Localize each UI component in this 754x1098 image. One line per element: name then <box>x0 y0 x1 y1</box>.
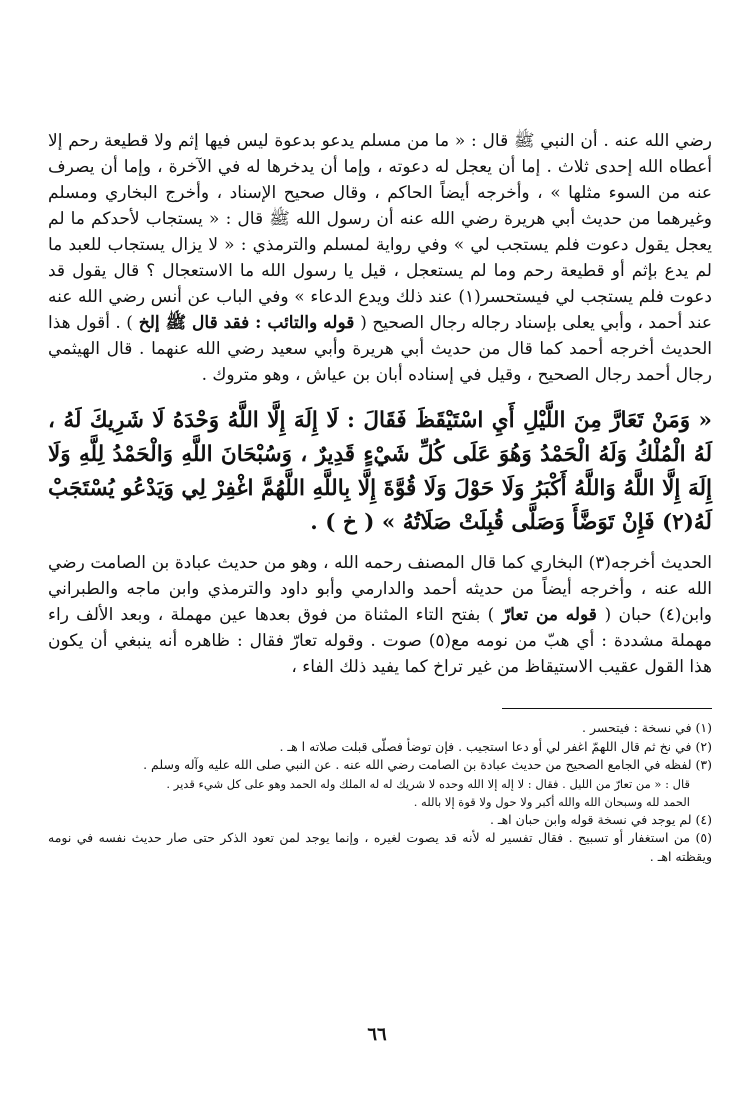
page-number: ٦٦ <box>367 1024 387 1045</box>
footnote-4: (٤) لم يوجد في نسخة قوله وابن حبان اهـ . <box>489 811 712 827</box>
paragraph-2-bold-heading: قوله من تعارّ <box>494 605 605 625</box>
footnote-divider <box>502 708 712 709</box>
paragraph-1-text-cont: ) . أقول هذا الحديث أخرجه أحمد كما قال من حديث أبي هريرة وأبي سعيد رضي الله عنهما . قال الهيثمي رجال أحمد رجال الصحيح ، وقيل في إسناده أبان بن عياش ، وهو متروك . <box>48 313 712 385</box>
hadith-text: « وَمَنْ تَعَارَّ مِنَ اللَّيْلِ أَيِ اسْتَيْقَظَ فَقَالَ : لَا إِلَهَ إِلَّا اللَّهُ وَحْدَهُ لَا شَرِيكَ لَهُ ، لَهُ الْمُلْكُ وَلَهُ الْحَمْدُ وَهُوَ عَلَى كُلِّ شَيْءٍ قَدِيرٌ ، وَسُبْحَانَ اللَّهِ وَالْحَمْدُ لِلَّهِ وَلَا إِلَهَ إِلَّا اللَّهُ وَاللَّهُ أَكْبَرُ وَلَا حَوْلَ وَلَا قُوَّةَ إِلَّا بِاللَّهِ اللَّهُمَّ اغْفِرْ لِي وَيَدْعُو يُسْتَجَبْ لَهُ(٢) فَإِنْ تَوَضَّأَ وَصَلَّى قُبِلَتْ صَلَاتُهُ » ( خ ) . <box>48 408 712 535</box>
footnote-3-continuation-2: الحمد لله وسبحان الله والله أكبر ولا حول ولا قوة إلا بالله . <box>413 794 690 809</box>
footnotes <box>48 719 712 866</box>
footnote-2: (٢) في نخ ثم قال اللهمّ اغفر لي أو دعا استجيب . فإن توضأ فصلّى قبلت صلاته ا هـ . <box>279 738 712 754</box>
footnote-3: (٣) لفظه في الجامع الصحيح من حديث عبادة بن الصامت رضي الله عنه . عن النبي صلى الله عليه وآله وسلم . <box>143 757 712 772</box>
main-paragraph-1 <box>48 128 712 388</box>
main-paragraph-2 <box>48 550 712 680</box>
paragraph-1-bold-heading: قوله والتائب : فقد قال ﷺ إلخ <box>132 313 361 333</box>
footnote-1: (١) في نسخة : فيتحسر . <box>582 720 712 735</box>
footnote-5: (٥) من استغفار أو تسبيح . فقال تفسير له لأنه قد يصوت لغيره ، وإنما يوجد لمن تعود الذكر حتى صار حديث نفسه في نومه ويقظته اهـ . <box>48 830 712 864</box>
paragraph-2-text-cont: ) بفتح التاء المثناة من فوق بعدها عين مهملة ، وبعد الألف راء مهملة مشددة : أي هبّ من نومه مع(٥) صوت . وقوله تعارّ فقال : ظاهره أنه ينبغي أن يكون هذا القول عقيب الاستيقاظ من غير تراخ كما يفيد ذلك الفاء ، <box>48 605 713 677</box>
paragraph-1-text: رضي الله عنه . أن النبي ﷺ قال : « ما من مسلم يدعو بدعوة ليس فيها إثم ولا قطيعة رحم إلا أعطاه الله إحدى ثلاث . إما أن يعجل له دعوته ، وإما أن يدخرها له في الآخرة ، وإما أن يصرف عنه من السوء مثلها » ، وأخرجه أيضاً الحاكم ، وقال صحيح الإسناد ، وأخرج البخاري ومسلم وغيرهما من حديث أبي هريرة رضي الله عنه أن رسول الله ﷺ قال : « يستجاب لأحدكم ما لم يعجل يقول دعوت فلم يستجب لي » وفي رواية لمسلم والترمذي : « لا يزال يستجاب للعبد ما لم يدع بإثم أو قطيعة رحم وما لم يستعجل ، قيل يا رسول الله ما الاستعجال ؟ قال يقول قد دعوت فلم يستجب لي فيستحسر(١) عند ذلك ويدع الدعاء » وفي الباب عن أنس رضي الله عنه عند أحمد ، وأبي يعلى بإسناد رجاله رجال الصحيح ( <box>48 131 712 333</box>
footnote-3-continuation-1: قال : « من تعارّ من الليل . فقال : لا إله إلا الله وحده لا شريك له له الملك وله الحمد وهو على كل شيء قدير . <box>166 776 690 791</box>
paragraph-2-text: الحديث أخرجه(٣) البخاري كما قال المصنف رحمه الله ، وهو من حديث عبادة بن الصامت رضي الله عنه ، وأخرجه أيضاً من حديثه أحمد والدارمي وأبو داود والترمذي وابن ماجه والطبراني وابن(٤) حبان ( <box>48 553 713 625</box>
